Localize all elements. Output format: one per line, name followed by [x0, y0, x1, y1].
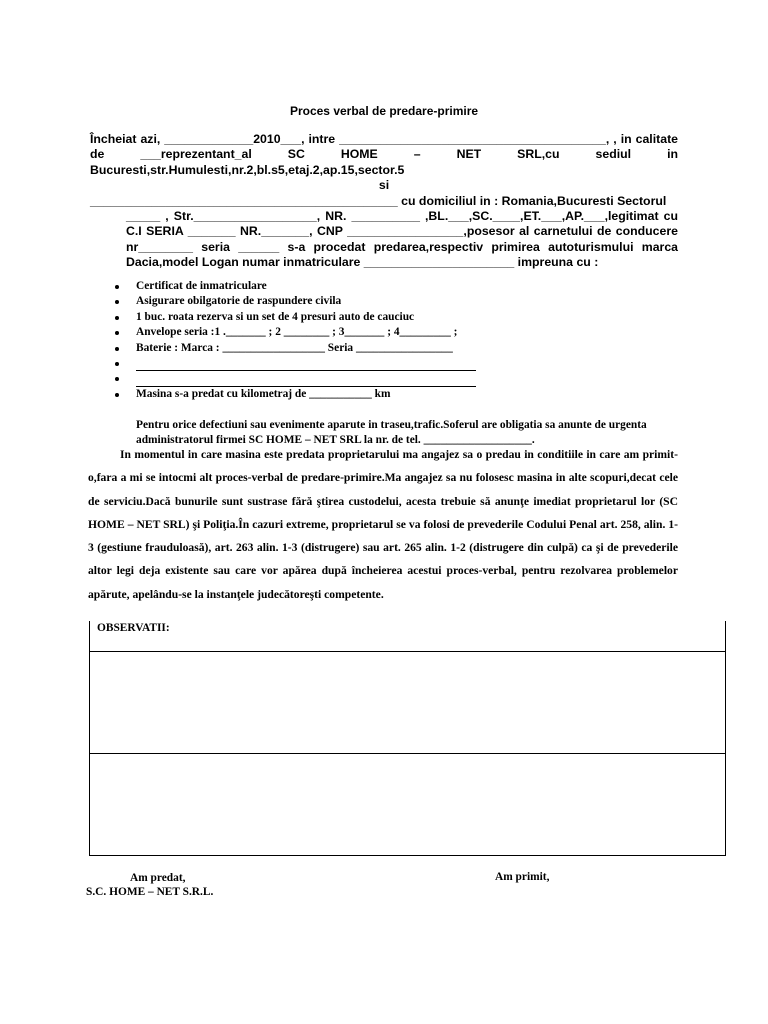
- signature-received: Am primit,: [495, 871, 550, 883]
- blank-line: [136, 359, 476, 371]
- custody-paragraph: In momentul in care masina este predata proprietarului ma angajez sa o predau in conditiile in care am primit-o,fara a mi se intocmi alt proces-verbal de predare-primire.Ma angajez sa nu folosesc masina in alte scopuri,decat cele de serviciu.Dacă bunurile sunt sustrase fără ştirea custodelui, acesta trebuie să anunţe imediat proprietarul lor (SC HOME – NET SRL) şi Poliţia.În cazuri extreme, proprietarul se va folosi de prevederile Codului Penal art. 258, alin. 1-3 (gestiune frauduloasă), art. 263 alin. 1-3 (distrugere) sau art. 265 alin. 1-2 (distrugere din culpă) ca şi de prevederile altor legi deja existente sau care vor apărea după încheierea acestui proces-verbal, pentru rezolvarea problemelor apărute, apelându-se la instanţele judecătoreşti competente.: [88, 448, 678, 601]
- driver-obligation-paragraph: Pentru orice defectiuni sau evenimente aparute in traseu,trafic.Soferul are obligatia sa anunte de urgenta administratorul firmei SC HOME – NET SRL la nr. de tel. ___________________.: [136, 419, 647, 446]
- observatii-label: OBSERVATII:: [97, 622, 170, 634]
- bullet-icon: [115, 316, 119, 320]
- bullet-icon: [115, 285, 119, 289]
- list-item: Anvelope seria :1 ._______ ; 2 ________ ; 3_______ ; 4_________ ;: [115, 325, 675, 340]
- sig-left-company: S.C. HOME – NET S.R.L.: [86, 886, 214, 898]
- bullet-icon: [115, 362, 119, 366]
- list-item: Asigurare obilgatorie de raspundere civila: [115, 294, 675, 309]
- signature-handed-over: [86, 871, 213, 899]
- list-item: 1 buc. roata rezerva si un set de 4 presuri auto de cauciuc: [115, 310, 675, 325]
- list-item: Masina s-a predat cu kilometraj de ___________ km: [115, 387, 675, 402]
- bullet-icon: [115, 331, 119, 335]
- sig-left-label: Am predat,: [130, 872, 186, 884]
- list-item: Baterie : Marca : __________________ Seria _________________: [115, 341, 675, 356]
- observatii-box: [89, 621, 726, 856]
- list-item-blank: [115, 356, 675, 371]
- intro-paragraph: [90, 132, 678, 271]
- bullet-icon: [115, 377, 119, 381]
- bullet-icon: [115, 300, 119, 304]
- blank-line: [136, 375, 476, 387]
- observatii-header-row: [90, 621, 725, 652]
- observatii-row: [90, 652, 725, 754]
- items-list: [115, 279, 675, 402]
- list-item-blank: [115, 371, 675, 386]
- intro-si: si: [378, 178, 390, 193]
- intro-line-3: _____ , Str.__________________, NR. __________ ,BL.___,SC.____,ET.___,AP.___,legitimat cu C.I SERIA _______ NR._______, CNP _________________,posesor al carnetului de conducere nr________ seria ______ s-a procedat predarea,respectiv primirea autoturismului marca Dacia,model Logan numar inmatriculare ______________________ impreuna cu :: [126, 209, 678, 270]
- document-title: Proces verbal de predare-primire: [289, 104, 479, 118]
- list-item: Certificat de inmatriculare: [115, 279, 675, 294]
- bullet-icon: [115, 393, 119, 397]
- intro-line-1: Încheiat azi, _____________2010___, intre _______________________________________, , in calitate de ___reprezentant_al SC HOME – NET SRL,cu sediul in Bucuresti,str.Humulesti,nr.2,bl.s5,etaj.2,ap.15,sector.5: [90, 132, 678, 177]
- bullet-icon: [115, 347, 119, 351]
- intro-line-2: _____________________________________________ cu domiciliul in : Romania,Bucuresti Sectorul: [90, 193, 667, 208]
